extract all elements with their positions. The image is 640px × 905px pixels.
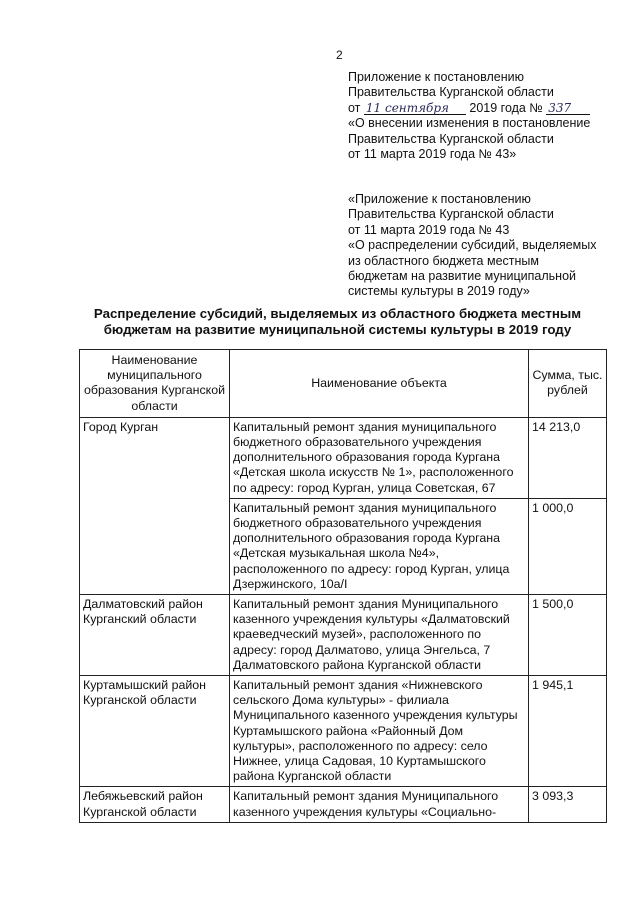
subsidies-table <box>79 349 607 823</box>
handwritten-number: 337 <box>546 102 590 115</box>
cell-object: Капитальный ремонт здания Муниципального казенного учреждения культуры «Социально- <box>230 787 529 822</box>
appendix-original <box>348 192 633 300</box>
table-row <box>80 787 607 822</box>
cell-object: Капитальный ремонт здания муниципального бюджетного образовательного учреждения дополнительного образования города Кургана «Детская музыкальная школа №4», расположенного по адресу: город Курган, улица Дзержинского, 10а/I <box>230 498 529 594</box>
cell-municipality: Далматовский район Курганский области <box>80 595 230 676</box>
table-row <box>80 595 607 676</box>
appendix-original-line: бюджетам на развитие муниципальной <box>348 269 577 284</box>
cell-amount: 1 000,0 <box>529 498 607 594</box>
cell-amount: 1 945,1 <box>529 676 607 787</box>
appendix-current-line6: от 11 марта 2019 года № 43» <box>348 147 517 162</box>
header-amount: Сумма, тыс. рублей <box>529 350 607 418</box>
table-header-row <box>80 350 607 418</box>
cell-amount: 3 093,3 <box>529 787 607 822</box>
cell-municipality: Куртамышский район Курганской области <box>80 676 230 787</box>
appendix-current-line2: Правительства Курганской области <box>348 85 554 100</box>
appendix-current <box>348 70 633 162</box>
date-prefix: от <box>348 100 361 115</box>
cell-amount: 14 213,0 <box>529 417 607 498</box>
cell-object: Капитальный ремонт здания муниципального бюджетного образовательного учреждения дополнительного образования города Кургана «Детская школа искусств № 1», расположенного по адресу: город Курган, улица Советская, 67 <box>230 417 529 498</box>
appendix-original-line: Правительства Курганской области <box>348 207 554 222</box>
appendix-current-line1: Приложение к постановлению <box>348 70 524 84</box>
appendix-original-line: «Приложение к постановлению <box>348 192 531 206</box>
appendix-original-line: от 11 марта 2019 года № 43 <box>348 222 510 237</box>
date-suffix: 2019 года № <box>469 100 543 115</box>
table-row <box>80 676 607 787</box>
document-title <box>70 306 605 338</box>
cell-object: Капитальный ремонт здания «Нижневского сельского Дома культуры» - филиала Муниципального казенного учреждения культуры Куртамышского района «Районный Дом культуры», расположенного по адресу: село Нижнее, улица Садовая, 10 Куртамышского района Курганской области <box>230 676 529 787</box>
appendix-original-line: из областного бюджета местным <box>348 253 539 268</box>
handwritten-date: 11 сентября <box>364 102 466 115</box>
appendix-current-date-line <box>348 101 633 116</box>
cell-object: Капитальный ремонт здания Муниципального казенного учреждения культуры «Далматовский краеведческий музей», расположенного по адресу: город Далматово, улица Энгельса, 7 Далматовского района Курганской области <box>230 595 529 676</box>
header-municipality: Наименование муниципального образования Курганской области <box>80 350 230 418</box>
cell-amount: 1 500,0 <box>529 595 607 676</box>
appendix-current-line4: «О внесении изменения в постановление <box>348 116 591 131</box>
appendix-current-line5: Правительства Курганской области <box>348 131 554 146</box>
title-line2: бюджетам на развитие муниципальной системы культуры в 2019 году <box>103 322 572 337</box>
appendix-original-line: системы культуры в 2019 году» <box>348 284 530 299</box>
title-line1: Распределение субсидий, выделяемых из областного бюджета местным <box>93 306 582 321</box>
cell-municipality: Лебяжьевский район Курганской области <box>80 787 230 822</box>
appendix-original-line: «О распределении субсидий, выделяемых <box>348 238 597 253</box>
cell-municipality: Город Курган <box>80 417 230 594</box>
table-row <box>80 417 607 498</box>
header-object: Наименование объекта <box>230 350 529 418</box>
page-number: 2 <box>336 48 343 62</box>
